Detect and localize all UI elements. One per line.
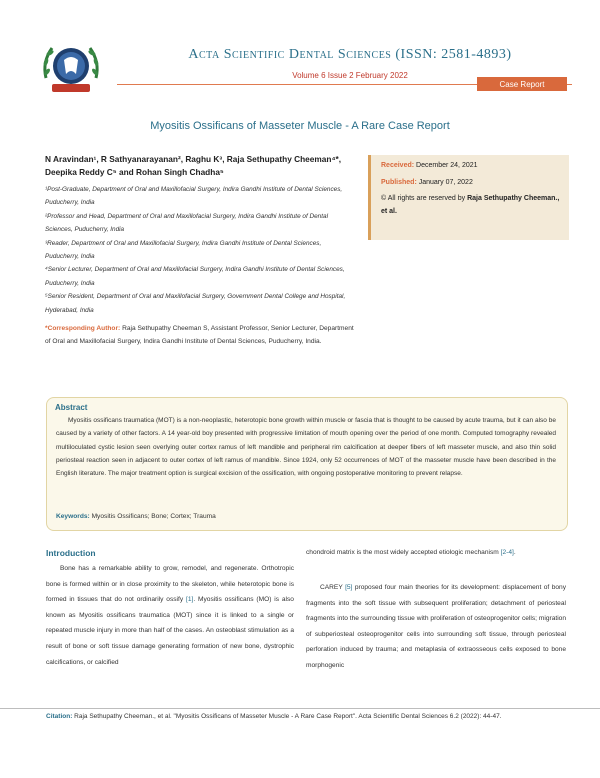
abstract-text: Myositis ossificans traumatica (MOT) is a non-neoplastic, heterotopic bone growth within muscle or fascia that is thought to be caused by acute trauma, but it can also be caused by a variety of other factors. A 14 year-old boy presented with progressive limitation of mouth opening over the period of one month. Computed tomography revealed multiloculated cystic lesion seen overlying outer cortex ramus of left mandible and peripheral rim calcification at deeper fibers of left masseter muscle, and also thin solid periosteal reaction seen in adjacent to outer cortex of left ramus of mandible. Since 1924, only 52 occurrences of MOT of the masseter muscle have been described in the English literature. The major treatment option is surgical excision of the ossification, with ongoing postoperative monitoring to prevent relapse.: [56, 417, 556, 478]
reference-link[interactable]: [5]: [345, 584, 353, 591]
journal-logo: [38, 38, 104, 100]
reference-link[interactable]: [2-4]: [500, 549, 514, 556]
issue-info: Volume 6 Issue 2 February 2022: [292, 71, 408, 80]
affiliations: [45, 183, 350, 317]
right-text-a: chondroid matrix is the most widely accepted etiologic mechanism: [306, 549, 499, 556]
citation-text: Raja Sethupathy Cheeman., et al. "Myositis Ossificans of Masseter Muscle - A Rare Case Report". Acta Scientific Dental Sciences 6.2 (2022): 44-47.: [74, 713, 502, 720]
right-text-b2: proposed four main theories for its development: displacement of bony fragments into the soft tissue with subsequent proliferation; detachment of periosteal fragments into the surrounding tissue with proliferation of osteoprogenitor cells; migration of subperiosteal osteoprogenitor cells into surrounding soft tissue, through periosteal perforation induced by trauma; and metaplasia of extraosseous cells exposed to bone morphogenic: [306, 584, 566, 669]
affiliation-1: ¹Post-Graduate, Department of Oral and Maxillofacial Surgery, Indira Gandhi Institute of Dental Sciences, Puducherry, India: [45, 186, 343, 207]
rights-text: © All rights are reserved by: [381, 195, 466, 202]
author-list: N Aravindan¹, R Sathyanarayanan², Raghu K³, Raja Sethupathy Cheeman⁴*, Deepika Reddy C⁵ and Rohan Singh Chadha⁵: [45, 154, 342, 177]
right-paragraph-2: [306, 580, 566, 674]
citation: [46, 711, 566, 724]
received-date: December 24, 2021: [416, 162, 478, 169]
received-label: Received:: [381, 162, 415, 169]
article-type-badge: Case Report: [477, 77, 567, 91]
keywords-label: Keywords:: [56, 513, 90, 520]
reference-link[interactable]: [1]: [185, 596, 194, 604]
keywords: [56, 513, 556, 520]
journal-title: Acta Scientific Dental Sciences (ISSN: 2581-4893): [188, 47, 512, 62]
right-text-a-end: .: [513, 549, 516, 556]
introduction-heading: Introduction: [46, 548, 96, 558]
published-label: Published:: [381, 179, 417, 186]
affiliation-4: ⁴Senior Lecturer, Department of Oral and Maxillofacial Surgery, Indira Gandhi Institute of Dental Sciences, Puducherry, India: [45, 266, 345, 287]
corresponding-author-text: Raja Sethupathy Cheeman S, Assistant Professor, Senior Lecturer, Department of Oral and Maxillofacial Surgery, Indira Gandhi Institute of Dental Sciences, Puducherry, India.: [45, 325, 354, 346]
corresponding-author: [45, 322, 357, 349]
right-paragraph-1: [306, 545, 566, 561]
citation-label: Citation:: [46, 713, 73, 720]
published-row: [381, 176, 473, 189]
footer-divider: [0, 708, 600, 709]
rights-holder: Raja Sethupathy Cheeman., et al.: [381, 195, 560, 216]
affiliation-5: ⁵Senior Resident, Department of Oral and Maxillofacial Surgery, Government Dental College and Hospital, Hyderabad, India: [45, 293, 346, 314]
intro-text-a: Bone has a remarkable ability to grow, remodel, and regenerate. Orthotropic bone is formed within or in close proximity to the skeleton, while heterotopic bone is formed in tissues that do not ordinarily ossify: [46, 565, 294, 604]
abstract-heading: Abstract: [55, 403, 88, 412]
intro-text-b: . Myositis ossificans (MO) is also known as Myositis ossificans traumatica (MOT) since it is linked to a single or repeated muscle injury in more than half of the cases. An osteoblast stimulation as a result of bone or soft tissue damage generating formation of new bone, dystrophic calcifications, or calcified: [46, 596, 294, 666]
keywords-text: Myositis Ossificans; Bone; Cortex; Trauma: [91, 513, 216, 520]
affiliation-3: ³Reader, Department of Oral and Maxillofacial Surgery, Indira Gandhi Institute of Dental Sciences, Puducherry, India: [45, 239, 322, 261]
affiliation-2: ²Professor and Head, Department of Oral and Maxillofacial Surgery, Indira Gandhi Institute of Dental Sciences, Puducherry, India: [45, 212, 328, 234]
introduction-paragraph: [46, 561, 294, 670]
article-dates-box: [368, 155, 569, 240]
paper-title: Myositis Ossificans of Masseter Muscle - A Rare Case Report: [150, 120, 450, 132]
right-text-b1: CAREY: [320, 584, 343, 591]
published-date: January 07, 2022: [418, 179, 473, 186]
corresponding-author-label: *Corresponding Author:: [45, 325, 121, 332]
received-row: [381, 159, 478, 172]
rights-row: [381, 192, 566, 219]
